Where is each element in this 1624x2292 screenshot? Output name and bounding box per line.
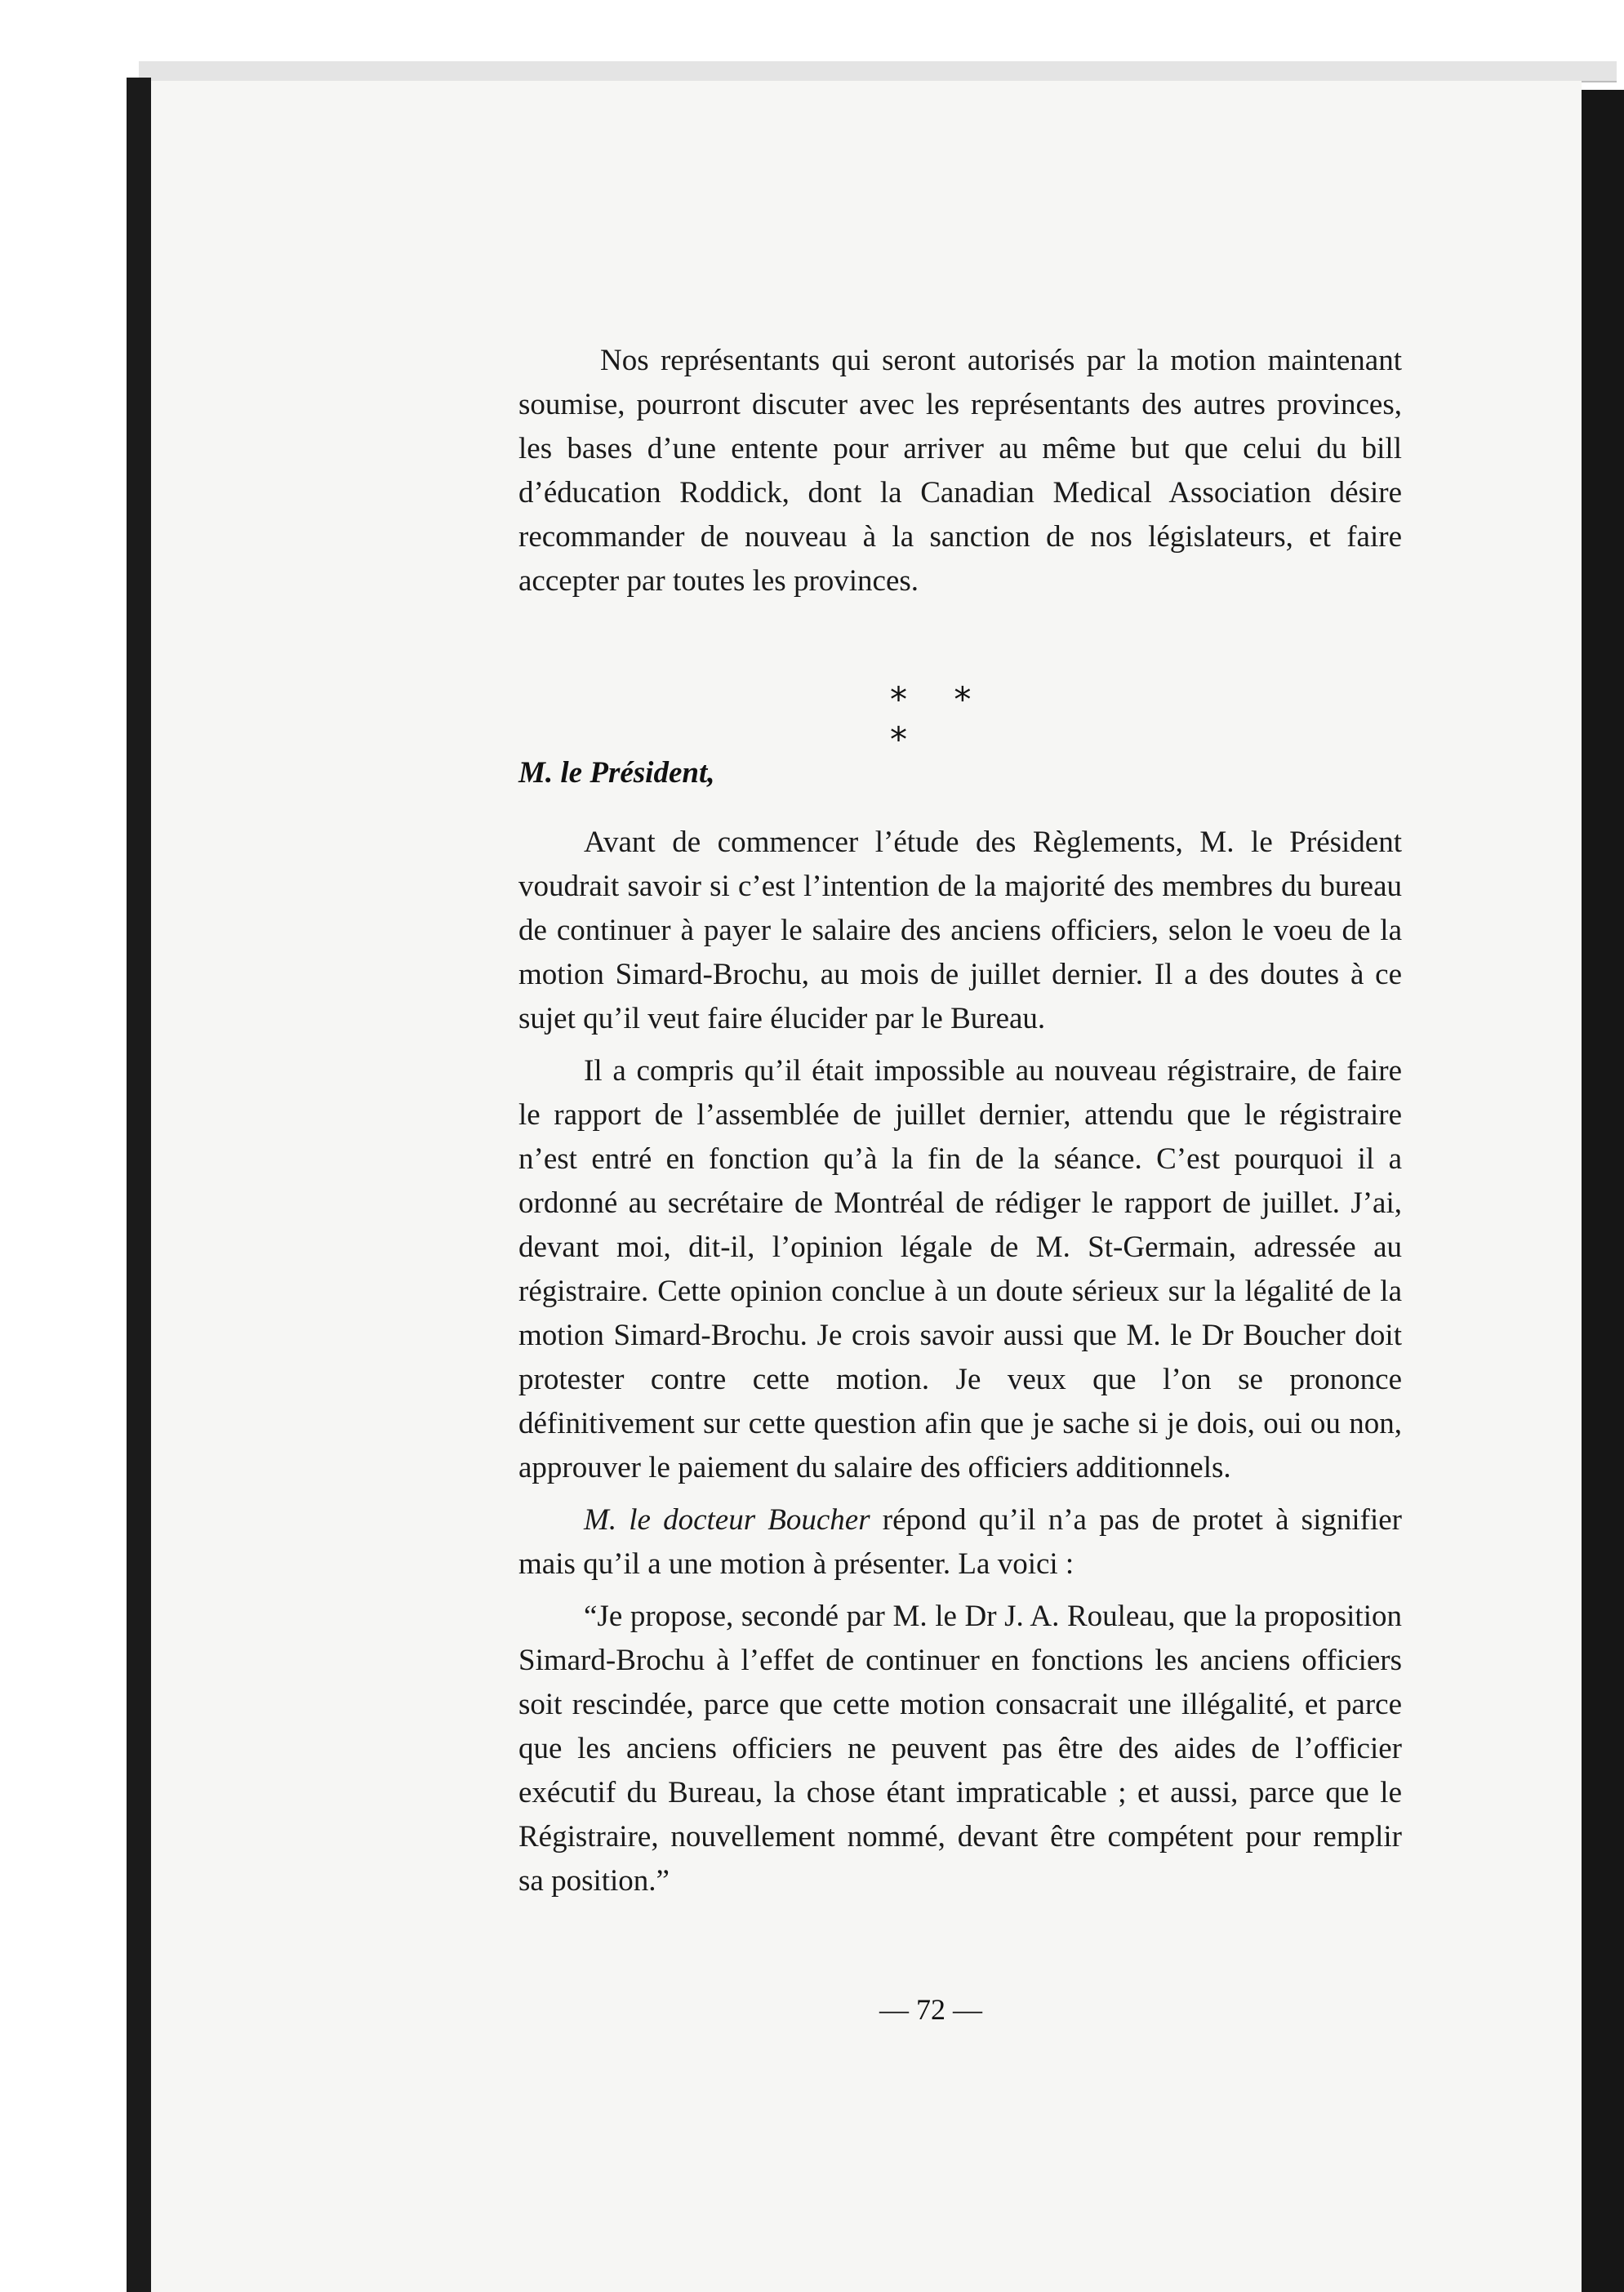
body-text [518, 821, 1402, 1911]
section-heading: M. le Président, [518, 756, 715, 790]
left-border [127, 78, 151, 2292]
paragraph-top [518, 339, 1402, 603]
paragraph-2: Avant de commencer l’étude des Règlements, M. le Président voudrait savoir si c’est l’intention de la majorité des membres du bureau de continuer à payer le salaire des anciens officiers, selon le voeu de la motion Simard-Brochu, au mois de juillet dernier. Il a des doutes à ce sujet qu’il veut faire élucider par le Bureau. [518, 826, 1402, 1035]
speaker-name: M. le docteur Boucher [584, 1503, 870, 1537]
paragraph-top-text: Nos représentants qui seront autorisés par la motion maintenant soumise, pourront discuter avec les représentants des autres provinces, les bases d’une entente pour arriver au même but que celui du bill d’éducation Roddick, dont la Canadian Medical Association désire recommander de nouveau à la sanction de nos législateurs, et faire accepter par toutes les provinces. [518, 344, 1402, 598]
paragraph-3: Il a compris qu’il était impossible au nouveau régistraire, de faire le rapport de l’assemblée de juillet dernier, attendu que le régistraire n’est entré en fonction qu’à la fin de la séance. C’est pourquoi il a ordonné au secrétaire de Montréal de rédiger le rapport de juillet. J’ai, devant moi, dit-il, l’opinion légale de M. St-Germain, adressée au régistraire. Cette opinion conclue à un doute sérieux sur la légalité de la motion Simard-Brochu. Je crois savoir aussi que M. le Dr Boucher doit protester contre cette motion. Je veux que l’on se prononce définitivement sur cette question afin que je sache si je dois, oui ou non, approuver le paiement du salaire des officiers additionnels. [518, 1054, 1402, 1484]
top-border [139, 61, 1617, 82]
motion-quote: “Je propose, secondé par M. le Dr J. A. Rouleau, que la proposition Simard-Brochu à l’effet de continuer en fonctions les anciens officiers soit rescindée, parce que cette motion consacrait une illégalité, et parce que les anciens officiers ne peuvent pas être des aides de l’officier exécutif du Bureau, la chose étant impraticable ; et aussi, parce que le Régistraire, nouvellement nommé, devant être compétent pour remplir sa position.” [518, 1600, 1402, 1898]
section-separator: * * * [890, 679, 990, 759]
right-border [1582, 90, 1624, 2292]
paragraph-4-text: répond qu’il n’a pas de protet à signifier mais qu’il a une motion à présenter. La voici : [518, 1503, 1402, 1581]
page-number: — 72 — [879, 1993, 982, 2026]
paragraph-4 [518, 1498, 1402, 1587]
